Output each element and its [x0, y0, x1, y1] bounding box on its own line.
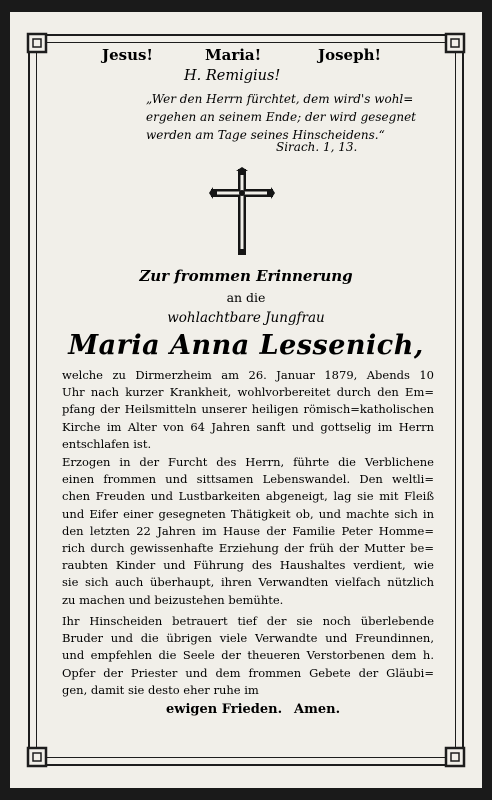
deceased-name: Maria Anna Lessenich,	[68, 330, 424, 361]
text-line: und empfehlen die Seele der theueren Verstorbenen dem h.	[62, 648, 434, 663]
memorial-heading: Zur frommen Erinnerung	[139, 267, 353, 285]
corner-ornament-bottom-right	[444, 746, 466, 768]
text-line: Ihr Hinscheiden betrauert tief der sie noch überlebende	[62, 614, 434, 628]
paragraph-mourning	[62, 613, 434, 699]
text-line: rich durch gewissenhafte Erziehung der früh der Mutter be=	[62, 541, 434, 556]
paragraph-biography	[62, 454, 434, 609]
corner-ornament-top-right	[444, 32, 466, 54]
scripture-quote	[146, 90, 436, 144]
closing-phrase: ewigen Frieden.	[166, 702, 283, 717]
text-line: gen, damit sie desto eher ruhe im	[62, 682, 259, 697]
scripture-source: Sirach. 1, 13.	[276, 140, 358, 154]
cross-icon	[207, 167, 277, 261]
saint-invocation: H. Remigius!	[184, 68, 281, 84]
text-line: und Eifer einer gesegneten Thätigkeit ob, und machte sich in	[62, 506, 434, 521]
text-line: pfang der Heilsmitteln unserer heiligen römisch=katholischen	[62, 402, 434, 417]
invocation-joseph: Joseph!	[318, 46, 382, 64]
text-line: den letzten 22 Jahren im Hause der Familie Peter Homme=	[62, 523, 434, 538]
text-line: entschlafen ist.	[62, 436, 152, 451]
text-line: chen Freuden und Lustbarkeiten abgeneigt, lag sie mit Fleiß	[62, 489, 434, 504]
text-line: sie sich auch überhaupt, ihren Verwandten vielfach nützlich	[62, 575, 434, 590]
text-line: zu machen und beizustehen bemühte.	[62, 592, 284, 607]
quote-line: werden am Tage seines Hinscheidens.“	[146, 128, 385, 142]
text-line: Bruder und die übrigen viele Verwandte und Freundinnen,	[62, 631, 434, 646]
paragraph-death-notice	[62, 367, 434, 453]
text-line: raubten Kinder und Führung des Haushaltes verdient, wie	[62, 558, 434, 573]
text-line: Kirche im Alter von 64 Jahren sanft und gottselig im Herrn	[62, 419, 434, 434]
text-line: Uhr nach kurzer Krankheit, wohlvorbereitet durch den Em=	[62, 385, 434, 400]
quote-line: „Wer den Herrn fürchtet, dem wird's wohl=	[146, 92, 414, 106]
dedication-to: an die	[226, 290, 266, 305]
text-line: Erzogen in der Furcht des Herrn, führte die Verblichene	[62, 455, 434, 469]
corner-ornament-top-left	[26, 32, 48, 54]
dedication-title: wohlachtbare Jungfrau	[167, 310, 325, 326]
text-line: Opfer der Priester und dem frommen Gebete der Gläubi=	[62, 665, 434, 680]
text-line: welche zu Dirmerzheim am 26. Januar 1879, Abends 10	[62, 368, 434, 382]
invocation-maria: Maria!	[205, 46, 262, 64]
text-line: einen frommen und sittsamen Lebenswandel. Den weltli=	[62, 472, 434, 487]
invocation-jesus: Jesus!	[102, 46, 154, 64]
closing-amen: Amen.	[294, 702, 341, 717]
quote-line: ergehen an seinem Ende; der wird gesegnet	[146, 110, 416, 124]
corner-ornament-bottom-left	[26, 746, 48, 768]
